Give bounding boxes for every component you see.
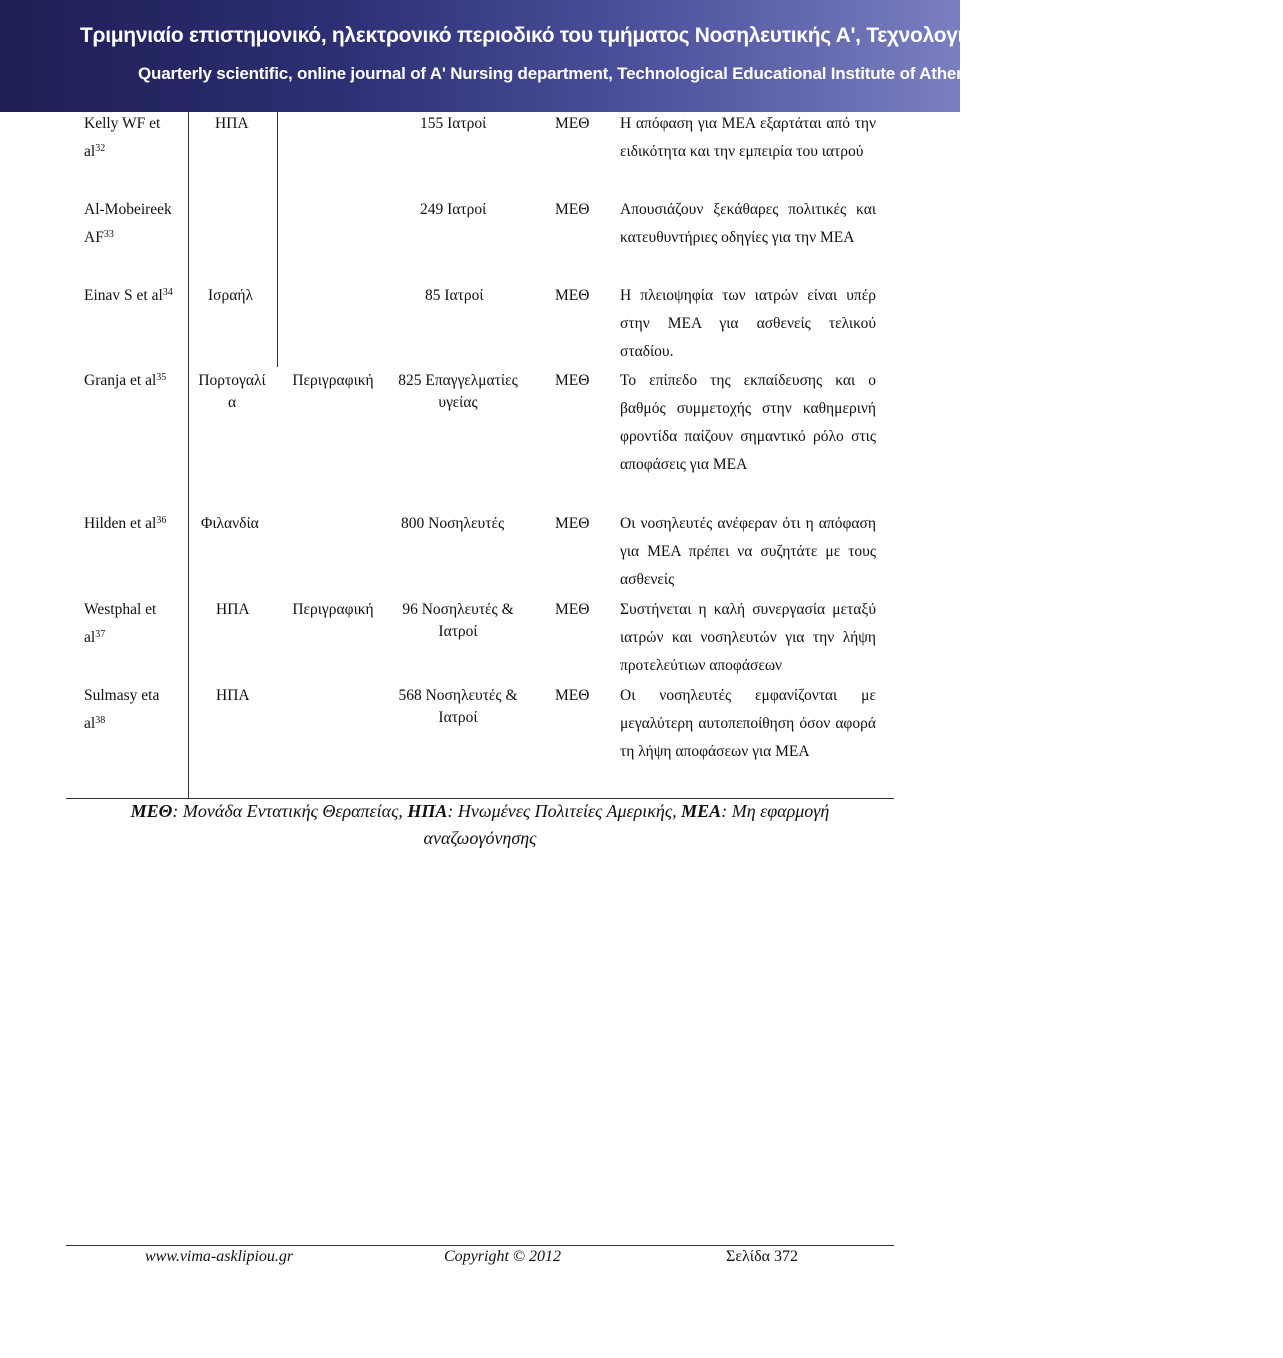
author-cell [84,682,174,738]
setting-cell: ΜΕΘ [555,372,590,389]
reference-number: 32 [95,143,106,154]
table-rule [188,112,189,799]
author-name: Sulmasy eta al [84,687,160,732]
abbreviation-definition: : Ηνωμένες Πολιτείες Αμερικής, [447,801,682,821]
header-greek-title: Τριμηνιαίο επιστημονικό, ηλεκτρονικό περιοδικό του τμήματος Νοσηλευτικής Α', Τεχνολογικό Εκπαιδευτικό Ίδρυμα Αθηνών [80,24,1283,47]
country-cell: ΗΠΑ [215,115,249,132]
reference-number: 37 [95,629,106,640]
author-name: Al-Mobeireek AF [84,201,172,246]
reference-number: 33 [103,229,114,240]
sample-cell: 249 Ιατροί [420,201,487,218]
design-cell: Περιγραφική [292,372,374,389]
abbreviation: ΜΕΑ [681,801,722,821]
abbreviation-definition: : Μη εφαρμογή αναζωογόνησης [423,801,830,848]
author-cell [84,596,174,652]
reference-number: 38 [95,715,106,726]
journal-header-banner [0,0,1283,112]
table-rule [277,112,278,367]
author-cell [84,196,184,252]
abbreviation-definition: : Μονάδα Εντατικής Θεραπείας, [172,801,408,821]
country-cell: Ισραήλ [208,287,253,304]
setting-cell: ΜΕΘ [555,601,590,618]
sample-cell: 800 Νοσηλευτές [401,515,505,532]
sample-cell: 96 Νοσηλευτές & Ιατροί [402,601,514,640]
sample-cell: 155 Ιατροί [420,115,487,132]
author-cell [84,510,204,538]
header-english-title: Quarterly scientific, online journal of A' Nursing department, Technological Educational Institute of Athens [138,64,976,83]
footer-website[interactable]: www.vima-asklipiou.gr [145,1248,294,1265]
reference-number: 35 [156,372,167,383]
finding-cell: Οι νοσηλευτές εμφανίζονται με μεγαλύτερη αυτοπεποίθηση όσον αφορά τη λήψη αποφάσεων για ΜΕΑ [620,687,876,760]
setting-cell: ΜΕΘ [555,201,590,218]
country-cell: ΗΠΑ [216,687,250,704]
country-cell: Πορτογαλία [198,372,266,411]
author-cell [84,110,184,166]
sample-cell: 568 Νοσηλευτές & Ιατροί [398,687,518,726]
author-name: Westphal et al [84,601,157,646]
setting-cell: ΜΕΘ [555,287,590,304]
abbreviation: ΗΠΑ [407,801,448,821]
finding-cell: Απουσιάζουν ξεκάθαρες πολιτικές και κατευθυντήριες οδηγίες για την ΜΕΑ [620,201,876,246]
sample-cell: 85 Ιατροί [425,287,484,304]
abbreviation: ΜΕΘ [130,801,173,821]
footer-rule [66,1245,894,1246]
finding-cell: Το επίπεδο της εκπαίδευσης και ο βαθμός συμμετοχής στην καθημερινή φροντίδα παίζουν σημαντικό ρόλο στις αποφάσεις για ΜΕΑ [620,372,876,473]
setting-cell: ΜΕΘ [555,115,590,132]
reference-number: 34 [162,287,173,298]
finding-cell: Η πλειοψηφία των ιατρών είναι υπέρ στην ΜΕΑ για ασθενείς τελικού σταδίου. [620,287,876,360]
author-cell [84,282,184,310]
reference-number: 36 [156,515,167,526]
author-name: Einav S et al [84,287,163,304]
setting-cell: ΜΕΘ [555,687,590,704]
footer-copyright: Copyright © 2012 [444,1248,562,1265]
finding-cell: Συστήνεται η καλή συνεργασία μεταξύ ιατρών και νοσηλευτών για την λήψη προτελεύτιων αποφάσεων [620,601,876,674]
setting-cell: ΜΕΘ [555,515,590,532]
country-cell: Φιλανδία [201,515,259,532]
country-cell: ΗΠΑ [216,601,250,618]
table-caption [90,798,870,852]
finding-cell: Οι νοσηλευτές ανέφεραν ότι η απόφαση για ΜΕΑ πρέπει να συζητάτε με τους ασθενείς [620,515,876,588]
author-name: Granja et al [84,372,157,389]
sample-cell: 825 Επαγγελματίες υγείας [398,372,518,411]
author-cell [84,367,188,395]
finding-cell: Η απόφαση για ΜΕΑ εξαρτάται από την ειδικότητα και την εμπειρία του ιατρού [620,115,876,160]
footer-page-number: Σελίδα 372 [726,1248,799,1265]
author-name: Hilden et al [84,515,157,532]
design-cell: Περιγραφική [292,601,374,618]
author-name: Kelly WF et al [84,115,161,160]
